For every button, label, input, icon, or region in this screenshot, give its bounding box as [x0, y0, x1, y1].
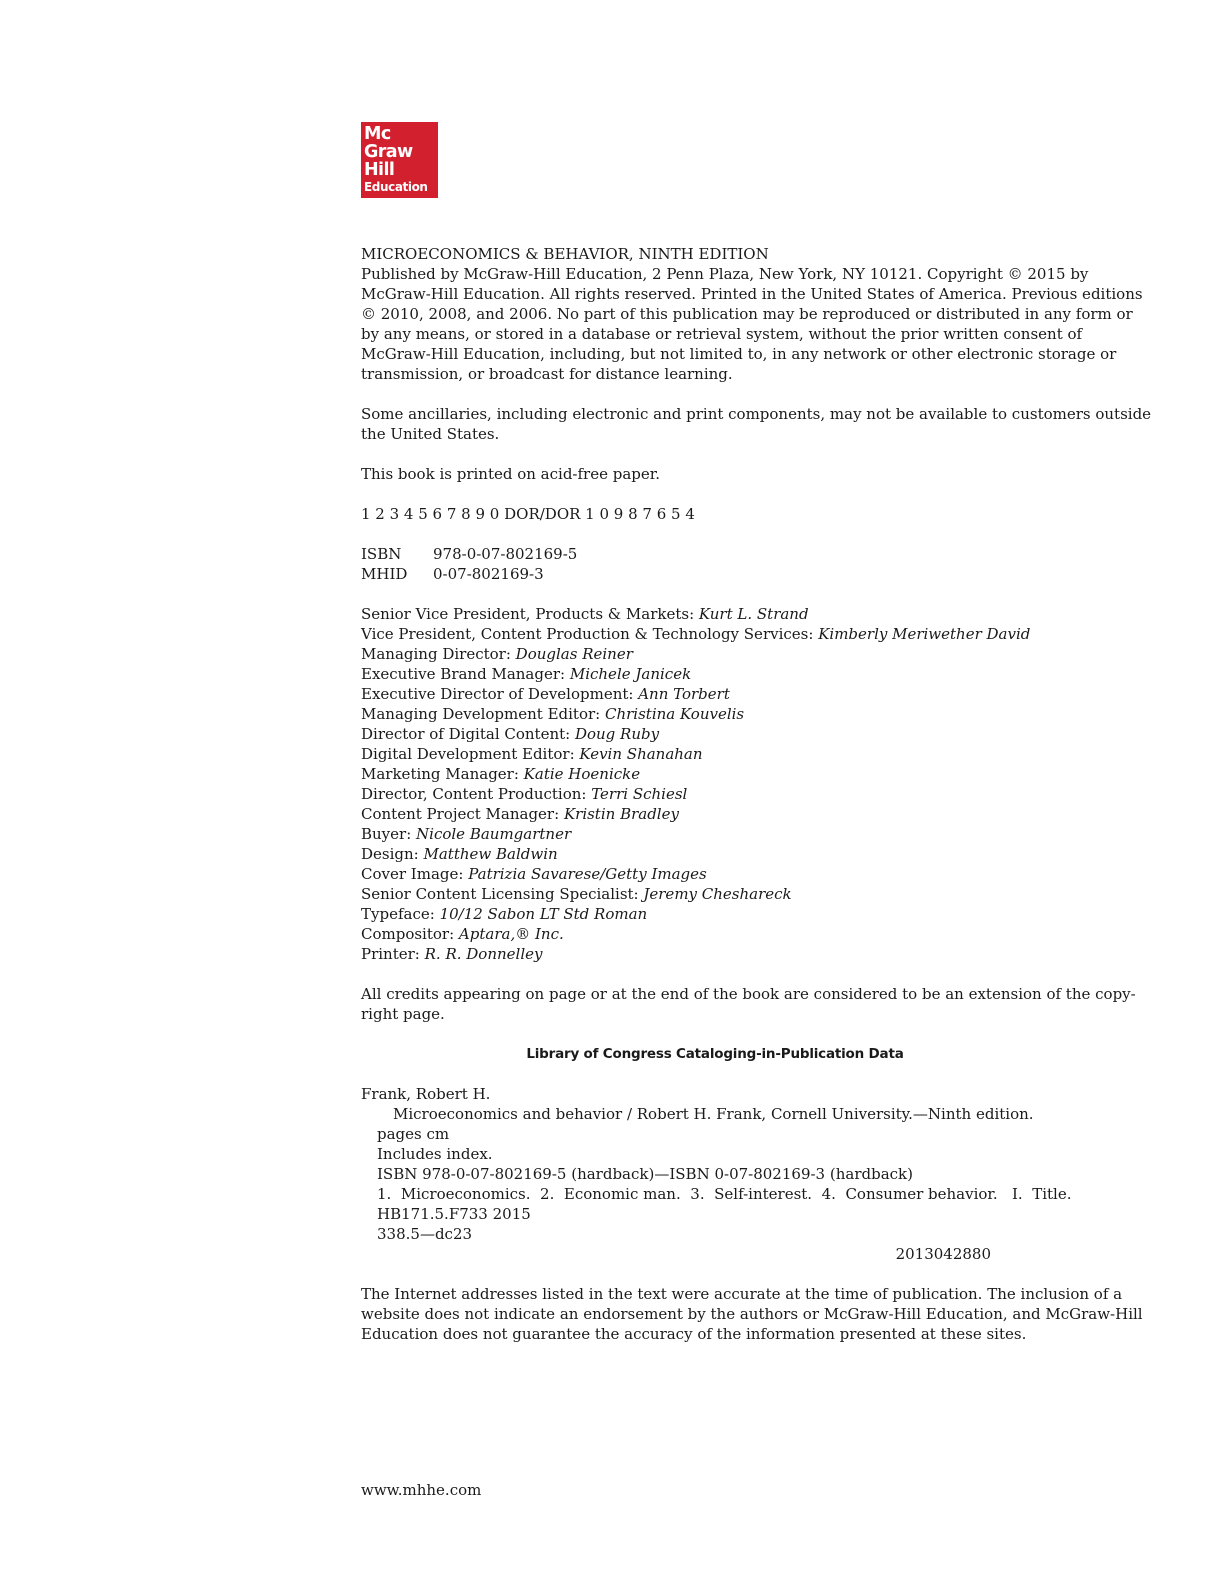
credit-name: Michele Janicek [569, 665, 692, 683]
credit-name: Douglas Reiner [515, 645, 633, 663]
credit-line [361, 884, 1081, 904]
credit-name: R. R. Donnelley [424, 945, 543, 963]
credit-line [361, 804, 1081, 824]
credit-name: Ann Torbert [638, 685, 730, 703]
credit-name: Doug Ruby [574, 725, 660, 743]
logo-line-education: Education [364, 180, 428, 194]
text-line: McGraw-Hill Education, including, but not limited to, in any network or other electronic storage or [361, 345, 1117, 363]
credit-line [361, 704, 1081, 724]
cip-isbn-line: ISBN 978-0-07-802169-5 (hardback)—ISBN 0-07-802169-3 (hardback) [377, 1165, 913, 1183]
mhid-row [361, 564, 1081, 584]
credit-name: Christina Kouvelis [604, 705, 745, 723]
text-line: McGraw-Hill Education. All rights reserved. Printed in the United States of America. Previous editions [361, 285, 1143, 303]
credit-role: Executive Director of Development: [361, 685, 639, 703]
text-line: right page. [361, 1005, 445, 1023]
cip-subjects: 1. Microeconomics. 2. Economic man. 3. Self-interest. 4. Consumer behavior. I. Title. [377, 1185, 1072, 1203]
mcgraw-hill-logo [361, 122, 438, 198]
lc-cip-heading: Library of Congress Cataloging-in-Publication Data [526, 1046, 904, 1062]
credit-line [361, 764, 1081, 784]
credit-line [361, 904, 1081, 924]
logo-line-graw: Graw [364, 142, 413, 162]
text-line: by any means, or stored in a database or retrieval system, without the prior written consent of [361, 325, 1083, 343]
isbn-row [361, 544, 1081, 564]
copyright-page-content [361, 244, 1152, 1344]
credit-name: Terri Schiesl [591, 785, 688, 803]
cip-pages: pages cm [377, 1125, 450, 1143]
credit-role: Printer: [361, 945, 425, 963]
credit-line [361, 784, 1081, 804]
credits-note [361, 984, 1136, 1024]
mhid-label: MHID [361, 565, 408, 583]
credit-name: Kurt L. Strand [698, 605, 809, 623]
text-line: © 2010, 2008, and 2006. No part of this publication may be reproduced or distributed in any form or [361, 305, 1133, 323]
credit-role: Executive Brand Manager: [361, 665, 570, 683]
credit-line [361, 604, 1081, 624]
credit-line [361, 644, 1081, 664]
credit-line [361, 684, 1081, 704]
credit-line [361, 624, 1081, 644]
text-line: transmission, or broadcast for distance learning. [361, 365, 733, 383]
isbn-value: 978-0-07-802169-5 [433, 545, 578, 563]
credit-role: Design: [361, 845, 424, 863]
credit-role: Buyer: [361, 825, 417, 843]
text-line: Published by McGraw-Hill Education, 2 Penn Plaza, New York, NY 10121. Copyright © 2015 by [361, 265, 1089, 283]
credit-role: Senior Vice President, Products & Markets: [361, 605, 699, 623]
credit-line [361, 924, 1081, 944]
credit-role: Digital Development Editor: [361, 745, 580, 763]
text-line: All credits appearing on page or at the end of the book are considered to be an extension of the copy- [361, 985, 1136, 1003]
credit-role: Senior Content Licensing Specialist: [361, 885, 644, 903]
credit-role: Compositor: [361, 925, 459, 943]
cip-index: Includes index. [377, 1145, 493, 1163]
cip-lc-class: HB171.5.F733 2015 [377, 1205, 531, 1223]
publication-paragraph [361, 264, 1143, 384]
credit-line [361, 664, 1081, 684]
cip-lccn: 2013042880 [895, 1245, 991, 1263]
text-line: The Internet addresses listed in the text were accurate at the time of publication. The inclusion of a [361, 1285, 1123, 1303]
cip-author: Frank, Robert H. [361, 1085, 491, 1103]
credit-name: Jeremy Cheshareck [643, 885, 792, 903]
print-line: 1 2 3 4 5 6 7 8 9 0 DOR/DOR 1 0 9 8 7 6 5 4 [361, 505, 695, 523]
text-line: Some ancillaries, including electronic and print components, may not be available to customers outside [361, 405, 1152, 423]
credit-role: Director, Content Production: [361, 785, 592, 803]
cip-dewey: 338.5—dc23 [377, 1225, 473, 1243]
credit-line [361, 844, 1081, 864]
text-line: Education does not guarantee the accuracy of the information presented at these sites. [361, 1325, 1027, 1343]
logo-line-hill: Hill [364, 160, 395, 180]
credit-name: Kimberly Meriwether David [818, 625, 1031, 643]
credit-role: Managing Development Editor: [361, 705, 605, 723]
credit-line [361, 944, 1081, 964]
credit-name: Kevin Shanahan [579, 745, 703, 763]
acid-free-note: This book is printed on acid-free paper. [361, 465, 661, 483]
ancillaries-paragraph [361, 404, 1152, 444]
credit-name: Aptara,® Inc. [458, 925, 564, 943]
credit-line [361, 724, 1081, 744]
credit-line [361, 864, 1081, 884]
logo-line-mc: Mc [364, 124, 391, 144]
text-line: the United States. [361, 425, 500, 443]
credit-role: Marketing Manager: [361, 765, 524, 783]
isbn-label: ISBN [361, 545, 402, 563]
credit-role: Typeface: [361, 905, 440, 923]
footer-url: www.mhhe.com [361, 1481, 482, 1499]
cip-block [361, 1084, 1072, 1264]
credit-role: Director of Digital Content: [361, 725, 575, 743]
credit-role: Content Project Manager: [361, 805, 564, 823]
credits-list [361, 604, 1081, 964]
book-title: MICROECONOMICS & BEHAVIOR, NINTH EDITION [361, 245, 769, 263]
cip-title-line: Microeconomics and behavior / Robert H. Frank, Cornell University.—Ninth edition. [393, 1105, 1034, 1123]
internet-disclaimer [361, 1284, 1143, 1344]
credit-name: Kristin Bradley [563, 805, 679, 823]
mhid-value: 0-07-802169-3 [433, 565, 544, 583]
credit-role: Vice President, Content Production & Technology Services: [361, 625, 819, 643]
credit-name: Nicole Baumgartner [416, 825, 572, 843]
credit-role: Cover Image: [361, 865, 469, 883]
text-line: website does not indicate an endorsement by the authors or McGraw-Hill Education, and McGraw-Hill [361, 1305, 1143, 1323]
credit-line [361, 824, 1081, 844]
credit-role: Managing Director: [361, 645, 516, 663]
credit-name: Katie Hoenicke [523, 765, 641, 783]
credit-name: 10/12 Sabon LT Std Roman [439, 905, 648, 923]
credit-name: Matthew Baldwin [423, 845, 558, 863]
credit-line [361, 744, 1081, 764]
credit-name: Patrizia Savarese/Getty Images [468, 865, 707, 883]
